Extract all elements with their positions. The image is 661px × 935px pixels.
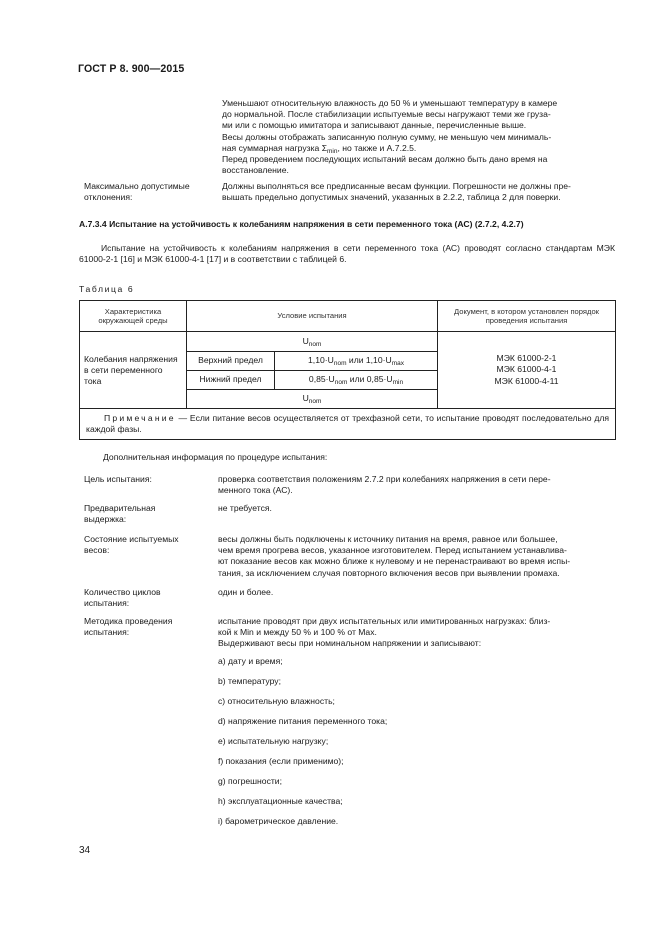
purpose-label: Цель испытания: — [84, 474, 152, 484]
text-line: восстановление. — [222, 165, 289, 176]
page-number: 34 — [79, 845, 91, 856]
section-heading: А.7.3.4 Испытание на устойчивость к колебаниям напряжения в сети переменного тока (АС) (2.7.2, 4.2.7) — [79, 219, 524, 229]
table-6 — [79, 300, 616, 440]
max-deviation-label: Максимально допустимые отклонения: — [84, 181, 190, 203]
cycles-value: один и более. — [218, 587, 274, 597]
list-item: c) относительную влажность; — [218, 696, 335, 706]
cycles-label: Количество циклов испытания: — [84, 587, 161, 609]
upper-limit-label: Верхний предел — [187, 352, 275, 371]
lower-limit-value: $0,85\cdot U_{nom}$ или $0,85\cdot U_{min}$ — [275, 371, 438, 390]
additional-intro: Дополнительная информация по процедуре испытания: — [103, 452, 328, 462]
unom-row: $U_{nom}$ — [187, 332, 438, 352]
upper-limit-value: $1,10\cdot U_{nom}$ или $1,10\cdot U_{max}$ — [275, 352, 438, 371]
state-label: Состояние испытуемых весов: — [84, 534, 179, 556]
env-value: Колебания напряжения в сети переменного тока — [80, 332, 187, 409]
text-line: ми или с помощью имитатора и записывают данные, перечисленные выше. — [222, 120, 527, 131]
text-line: до нормальной. После стабилизации испытуемые весы нагружают теми же груза- — [222, 109, 551, 120]
text-line: ная суммарная нагрузка $\Sigma_{min}$, но также и А.7.2.5. — [222, 142, 417, 155]
text-line: Перед проведением последующих испытаний весам должно быть дано время на — [222, 154, 548, 165]
header-document: Документ, в котором установлен порядок проведения испытания — [438, 301, 616, 332]
list-item: e) испытательную нагрузку; — [218, 736, 329, 746]
list-item: g) погрешности; — [218, 776, 282, 786]
table-note: Примечание — Если питание весов осуществляется от трехфазной сети, то испытание проводят последовательно для каждой фазы. — [80, 409, 616, 440]
list-item: d) напряжение питания переменного тока; — [218, 716, 388, 726]
top-text-block — [222, 98, 612, 176]
preload-label: Предварительная выдержка: — [84, 503, 156, 525]
text-line: Уменьшают относительную влажность до 50 % и уменьшают температуру в камере — [222, 98, 558, 108]
list-item: a) дату и время; — [218, 656, 283, 666]
table-caption: Таблица 6 — [79, 284, 135, 294]
list-item: i) барометрическое давление. — [218, 816, 339, 826]
unom-row-bottom: $U_{nom}$ — [187, 390, 438, 409]
max-deviation-text: Должны выполняться все предписанные весам функции. Погрешности не должны пре- вышать предельно допустимых значений, указанных в 2.2.2, таблица 2 для поверки. — [222, 181, 571, 203]
header-env: Характеристика окружающей среды — [80, 301, 187, 332]
preload-value: не требуется. — [218, 503, 272, 513]
list-item: b) температуру; — [218, 676, 281, 686]
text-line: Весы должны отображать записанную полную сумму, не меньшую чем минималь- — [222, 131, 552, 142]
method-value: испытание проводят при двух испытательных или имитированных нагрузках: близ- кой к Min и между 50 % и 100 % от Max. Выдерживают весы при номинальном напряжении и записывают: — [218, 616, 551, 649]
method-label: Методика проведения испытания: — [84, 616, 173, 638]
list-item: h) эксплуатационные качества; — [218, 796, 343, 806]
list-item: f) показания (если применимо); — [218, 756, 344, 766]
header-condition: Условие испытания — [187, 301, 438, 332]
document-list: МЭК 61000-2-1 МЭК 61000-4-1 МЭК 61000-4-11 — [438, 332, 616, 409]
section-paragraph: Испытание на устойчивость к колебаниям напряжения в сети переменного тока (АС) проводят согласно стандартам МЭК 61000-2-1 [16] и МЭК 61000-4-1 [17] и в соответствии с таблицей 6. — [79, 243, 615, 265]
state-value: весы должны быть подключены к источнику питания на время, равное или большее, чем время прогрева весов, указанное изготовителем. Перед испытанием устанавлива- ют показание весов как можно ближе к нулевому и не перенастраивают во время испы- тания, за исключением случая повторного включения весов при выявлении промаха. — [218, 534, 571, 578]
lower-limit-label: Нижний предел — [187, 371, 275, 390]
sigma-symbol: Σ — [321, 142, 328, 153]
document-header: ГОСТ Р 8. 900—2015 — [78, 63, 185, 75]
purpose-value: проверка соответствия положениям 2.7.2 при колебаниях напряжения в сети пере- менного тока (АС). — [218, 474, 551, 496]
